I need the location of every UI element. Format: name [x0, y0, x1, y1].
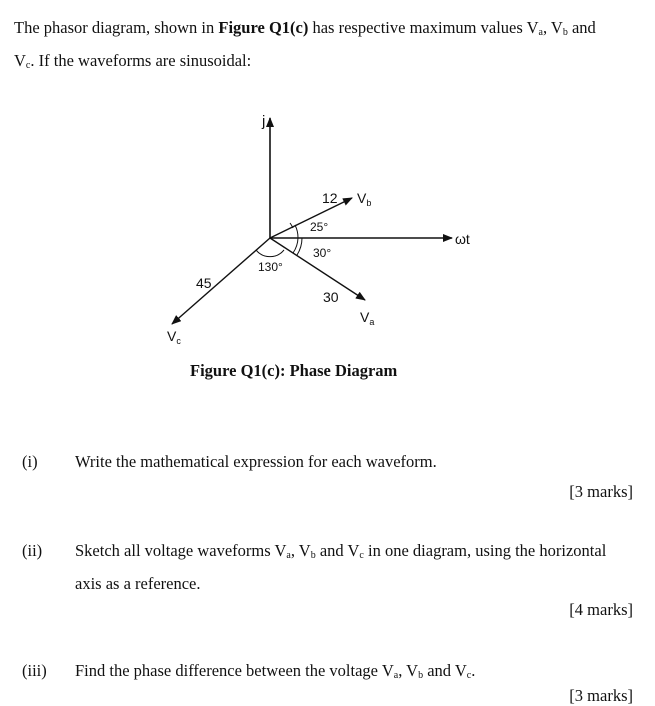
- question-1-number: (i): [22, 452, 38, 471]
- intro-text: V: [14, 51, 26, 70]
- question-1-marks: [3 marks]: [569, 482, 633, 501]
- question-2-number: (ii): [22, 541, 43, 560]
- figure-caption: Figure Q1(c): Phase Diagram: [190, 361, 398, 380]
- question-2-marks: [4 marks]: [569, 600, 633, 619]
- intro-text: has respective maximum values V: [308, 18, 539, 37]
- figure-reference: Figure Q1(c): [218, 18, 309, 37]
- vc-label: $V_c$: [167, 328, 181, 346]
- intro-text: and: [567, 18, 596, 37]
- vb-angle: 25°: [310, 220, 329, 234]
- subscript: a: [538, 27, 543, 38]
- vc-phasor: [172, 238, 270, 324]
- intro-text: The phasor diagram, shown in: [14, 18, 219, 37]
- vb-angle-arc: [295, 225, 298, 238]
- va-angle: 30°: [313, 246, 332, 260]
- wt-label: ωt: [455, 231, 470, 247]
- j-label: j: [262, 113, 266, 130]
- intro-text: , V: [542, 18, 563, 37]
- question-2-text: Sketch all voltage waveforms $V_a$, $V_b$ and $V_c$ in one diagram, using the horizontal axis as a reference.: [75, 541, 607, 593]
- va-angle-arc: [293, 238, 298, 253]
- va-label: $V_a$: [360, 309, 375, 327]
- vb-magnitude: 12: [322, 190, 338, 206]
- subscript: b: [562, 27, 568, 38]
- question-1-text: Write the mathematical expression for each waveform.: [75, 452, 437, 471]
- vb-label: $V_b$: [357, 190, 372, 208]
- question-3-number: (iii): [22, 661, 47, 680]
- question-3-marks: [3 marks]: [569, 686, 633, 705]
- subscript: c: [25, 60, 31, 71]
- vc-magnitude: 45: [196, 275, 212, 291]
- va-magnitude: 30: [323, 289, 339, 305]
- question-3-text: Find the phase difference between the voltage $V_a$, $V_b$ and $V_c$.: [75, 661, 476, 681]
- vc-angle-arc: [256, 250, 284, 257]
- vc-angle: 130°: [258, 260, 283, 274]
- intro-text: . If the waveforms are sinusoidal:: [30, 51, 252, 70]
